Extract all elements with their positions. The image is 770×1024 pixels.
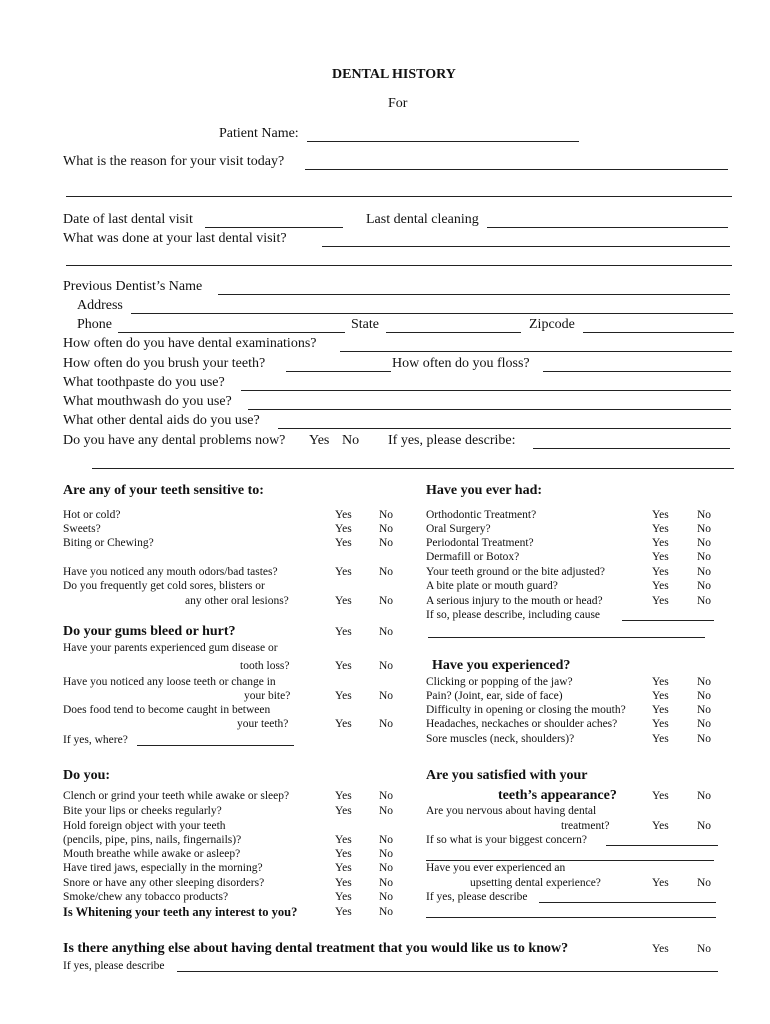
pain-yes[interactable]: Yes bbox=[652, 690, 669, 702]
gums-no[interactable]: No bbox=[379, 626, 394, 638]
hold-yes[interactable]: Yes bbox=[335, 834, 352, 846]
hot-cold-label: Hot or cold? bbox=[63, 509, 121, 521]
satisfied-no[interactable]: No bbox=[697, 790, 712, 802]
oral-yes[interactable]: Yes bbox=[652, 523, 669, 535]
problems-yes[interactable]: Yes bbox=[309, 433, 330, 448]
last-visit-label: Date of last dental visit bbox=[63, 212, 193, 227]
ground-no[interactable]: No bbox=[697, 566, 712, 578]
dermafill-no[interactable]: No bbox=[697, 551, 712, 563]
ground-label: Your teeth ground or the bite adjusted? bbox=[426, 566, 605, 578]
injury-no[interactable]: No bbox=[697, 595, 712, 607]
smoke-no[interactable]: No bbox=[379, 891, 394, 903]
clicking-no[interactable]: No bbox=[697, 676, 712, 688]
experienced-heading: Have you experienced? bbox=[432, 658, 571, 673]
perio-label: Periodontal Treatment? bbox=[426, 537, 534, 549]
jaws-yes[interactable]: Yes bbox=[335, 862, 352, 874]
odors-label: Have you noticed any mouth odors/bad tastes? bbox=[63, 566, 278, 578]
mouthwash-label: What mouthwash do you use? bbox=[63, 394, 232, 409]
last-cleaning-field[interactable] bbox=[487, 227, 728, 228]
upset-yes[interactable]: Yes bbox=[652, 877, 669, 889]
whitening-no[interactable]: No bbox=[379, 906, 394, 918]
patient-name-field[interactable] bbox=[307, 141, 579, 142]
for-label: For bbox=[388, 96, 408, 111]
problems-describe-label: If yes, please describe: bbox=[388, 433, 516, 448]
sore-yes[interactable]: Yes bbox=[652, 733, 669, 745]
had-heading: Have you ever had: bbox=[426, 483, 543, 498]
loose-label-2: your bite? bbox=[244, 690, 291, 702]
last-done-field-2[interactable] bbox=[66, 265, 732, 266]
breathe-no[interactable]: No bbox=[379, 848, 394, 860]
last-visit-field[interactable] bbox=[205, 227, 343, 228]
upset-label-2: upsetting dental experience? bbox=[470, 877, 601, 889]
mouthwash-field[interactable] bbox=[248, 409, 731, 410]
food-label-1: Does food tend to become caught in between bbox=[63, 704, 271, 716]
loose-label-1: Have you noticed any loose teeth or change in bbox=[63, 676, 276, 688]
cause-label: If so, please describe, including cause bbox=[426, 609, 601, 621]
jaws-no[interactable]: No bbox=[379, 862, 394, 874]
footer-no[interactable]: No bbox=[697, 943, 712, 955]
satisfied-heading-1: Are you satisfied with your bbox=[426, 768, 588, 783]
where-field[interactable] bbox=[137, 745, 294, 746]
gums-yes[interactable]: Yes bbox=[335, 626, 352, 638]
sore-label: Sore muscles (neck, shoulders)? bbox=[426, 733, 575, 745]
prev-dentist-label: Previous Dentist’s Name bbox=[63, 279, 203, 294]
loose-yes[interactable]: Yes bbox=[335, 690, 352, 702]
nervous-no[interactable]: No bbox=[697, 820, 712, 832]
injury-label: A serious injury to the mouth or head? bbox=[426, 595, 603, 607]
upset-no[interactable]: No bbox=[697, 877, 712, 889]
dermafill-label: Dermafill or Botox? bbox=[426, 551, 520, 563]
whitening-label: Is Whitening your teeth any interest to you? bbox=[63, 905, 298, 919]
nervous-yes[interactable]: Yes bbox=[652, 820, 669, 832]
smoke-label: Smoke/chew any tobacco products? bbox=[63, 891, 229, 903]
last-done-field[interactable] bbox=[322, 246, 730, 247]
perio-yes[interactable]: Yes bbox=[652, 537, 669, 549]
ortho-yes[interactable]: Yes bbox=[652, 509, 669, 521]
footer-describe-label: If yes, please describe bbox=[63, 960, 165, 972]
brush-label: How often do you brush your teeth? bbox=[63, 356, 266, 371]
bite-yes[interactable]: Yes bbox=[335, 805, 352, 817]
where-label: If yes, where? bbox=[63, 734, 128, 746]
pain-no[interactable]: No bbox=[697, 690, 712, 702]
difficulty-yes[interactable]: Yes bbox=[652, 704, 669, 716]
exams-field[interactable] bbox=[340, 351, 732, 352]
zipcode-field[interactable] bbox=[583, 332, 734, 333]
concern-field-2[interactable] bbox=[426, 860, 714, 861]
nervous-label-1: Are you nervous about having dental bbox=[426, 805, 597, 817]
floss-field[interactable] bbox=[543, 371, 731, 372]
odors-yes[interactable]: Yes bbox=[335, 566, 352, 578]
snore-label: Snore or have any other sleeping disorders? bbox=[63, 877, 265, 889]
breathe-label: Mouth breathe while awake or asleep? bbox=[63, 848, 241, 860]
headaches-label: Headaches, neckaches or shoulder aches? bbox=[426, 718, 618, 730]
food-label-2: your teeth? bbox=[237, 718, 289, 730]
cause-field[interactable] bbox=[622, 620, 714, 621]
plate-yes[interactable]: Yes bbox=[652, 580, 669, 592]
odors-no[interactable]: No bbox=[379, 566, 394, 578]
oral-label: Oral Surgery? bbox=[426, 523, 491, 535]
floss-label: How often do you floss? bbox=[392, 356, 530, 371]
biting-no[interactable]: No bbox=[379, 537, 394, 549]
reason-label: What is the reason for your visit today? bbox=[63, 154, 285, 169]
ortho-no[interactable]: No bbox=[697, 509, 712, 521]
sores-label-2: any other oral lesions? bbox=[185, 595, 289, 607]
oral-no[interactable]: No bbox=[697, 523, 712, 535]
parents-label-2: tooth loss? bbox=[240, 660, 290, 672]
snore-yes[interactable]: Yes bbox=[335, 877, 352, 889]
address-label: Address bbox=[77, 298, 123, 313]
bite-label: Bite your lips or cheeks regularly? bbox=[63, 805, 222, 817]
upset-describe-field[interactable] bbox=[539, 902, 716, 903]
clicking-yes[interactable]: Yes bbox=[652, 676, 669, 688]
breathe-yes[interactable]: Yes bbox=[335, 848, 352, 860]
plate-no[interactable]: No bbox=[697, 580, 712, 592]
hold-no[interactable]: No bbox=[379, 834, 394, 846]
do-you-heading: Do you: bbox=[63, 768, 111, 783]
loose-no[interactable]: No bbox=[379, 690, 394, 702]
gums-heading: Do your gums bleed or hurt? bbox=[63, 624, 236, 639]
page-title: DENTAL HISTORY bbox=[332, 67, 456, 82]
nervous-label-2: treatment? bbox=[561, 820, 610, 832]
ground-yes[interactable]: Yes bbox=[652, 566, 669, 578]
upset-label-1: Have you ever experienced an bbox=[426, 862, 566, 874]
sweets-yes[interactable]: Yes bbox=[335, 523, 352, 535]
aids-label: What other dental aids do you use? bbox=[63, 413, 260, 428]
last-cleaning-label: Last dental cleaning bbox=[366, 212, 479, 227]
parents-no[interactable]: No bbox=[379, 660, 394, 672]
sore-no[interactable]: No bbox=[697, 733, 712, 745]
phone-label: Phone bbox=[77, 317, 112, 332]
prev-dentist-field[interactable] bbox=[218, 294, 730, 295]
parents-yes[interactable]: Yes bbox=[335, 660, 352, 672]
perio-no[interactable]: No bbox=[697, 537, 712, 549]
cause-field-2[interactable] bbox=[428, 637, 705, 638]
aids-field[interactable] bbox=[278, 428, 731, 429]
food-no[interactable]: No bbox=[379, 718, 394, 730]
last-done-label: What was done at your last dental visit? bbox=[63, 231, 287, 246]
satisfied-yes[interactable]: Yes bbox=[652, 790, 669, 802]
toothpaste-field[interactable] bbox=[241, 390, 731, 391]
whitening-yes[interactable]: Yes bbox=[335, 906, 352, 918]
state-field[interactable] bbox=[386, 332, 521, 333]
clench-yes[interactable]: Yes bbox=[335, 790, 352, 802]
hot-cold-no[interactable]: No bbox=[379, 509, 394, 521]
sensitive-heading: Are any of your teeth sensitive to: bbox=[63, 483, 264, 498]
parents-label-1: Have your parents experienced gum disease or bbox=[63, 642, 278, 654]
plate-label: A bite plate or mouth guard? bbox=[426, 580, 558, 592]
problems-no[interactable]: No bbox=[342, 433, 360, 448]
biting-yes[interactable]: Yes bbox=[335, 537, 352, 549]
dermafill-yes[interactable]: Yes bbox=[652, 551, 669, 563]
pain-label: Pain? (Joint, ear, side of face) bbox=[426, 690, 563, 702]
problems-describe-field[interactable] bbox=[533, 448, 730, 449]
problems-label: Do you have any dental problems now? bbox=[63, 433, 286, 448]
concern-label: If so what is your biggest concern? bbox=[426, 834, 587, 846]
footer-describe-field[interactable] bbox=[177, 971, 718, 972]
smoke-yes[interactable]: Yes bbox=[335, 891, 352, 903]
problems-describe-field-2[interactable] bbox=[92, 468, 734, 469]
hold-label-1: Hold foreign object with your teeth bbox=[63, 820, 226, 832]
food-yes[interactable]: Yes bbox=[335, 718, 352, 730]
ortho-label: Orthodontic Treatment? bbox=[426, 509, 537, 521]
satisfied-heading-2: teeth’s appearance? bbox=[498, 788, 617, 803]
toothpaste-label: What toothpaste do you use? bbox=[63, 375, 225, 390]
address-field[interactable] bbox=[131, 313, 733, 314]
sores-no[interactable]: No bbox=[379, 595, 394, 607]
phone-field[interactable] bbox=[118, 332, 345, 333]
patient-name-label: Patient Name: bbox=[219, 126, 299, 141]
concern-field[interactable] bbox=[606, 845, 718, 846]
exams-label: How often do you have dental examinations? bbox=[63, 336, 317, 351]
upset-describe-field-2[interactable] bbox=[426, 917, 716, 918]
reason-field-2[interactable] bbox=[66, 196, 732, 197]
headaches-no[interactable]: No bbox=[697, 718, 712, 730]
footer-question: Is there anything else about having dental treatment that you would like us to know? bbox=[63, 941, 569, 956]
footer-yes[interactable]: Yes bbox=[652, 943, 669, 955]
difficulty-label: Difficulty in opening or closing the mouth? bbox=[426, 704, 626, 716]
headaches-yes[interactable]: Yes bbox=[652, 718, 669, 730]
reason-field[interactable] bbox=[305, 169, 728, 170]
clicking-label: Clicking or popping of the jaw? bbox=[426, 676, 573, 688]
jaws-label: Have tired jaws, especially in the morning? bbox=[63, 862, 263, 874]
brush-field[interactable] bbox=[286, 371, 391, 372]
clench-label: Clench or grind your teeth while awake or sleep? bbox=[63, 790, 290, 802]
upset-describe-label: If yes, please describe bbox=[426, 891, 528, 903]
difficulty-no[interactable]: No bbox=[697, 704, 712, 716]
hot-cold-yes[interactable]: Yes bbox=[335, 509, 352, 521]
sores-label-1: Do you frequently get cold sores, blisters or bbox=[63, 580, 265, 592]
biting-label: Biting or Chewing? bbox=[63, 537, 154, 549]
injury-yes[interactable]: Yes bbox=[652, 595, 669, 607]
hold-label-2: (pencils, pipe, pins, nails, fingernails)? bbox=[63, 834, 242, 846]
sweets-label: Sweets? bbox=[63, 523, 101, 535]
state-label: State bbox=[351, 317, 379, 332]
clench-no[interactable]: No bbox=[379, 790, 394, 802]
sweets-no[interactable]: No bbox=[379, 523, 394, 535]
sores-yes[interactable]: Yes bbox=[335, 595, 352, 607]
bite-no[interactable]: No bbox=[379, 805, 394, 817]
snore-no[interactable]: No bbox=[379, 877, 394, 889]
zipcode-label: Zipcode bbox=[529, 317, 575, 332]
